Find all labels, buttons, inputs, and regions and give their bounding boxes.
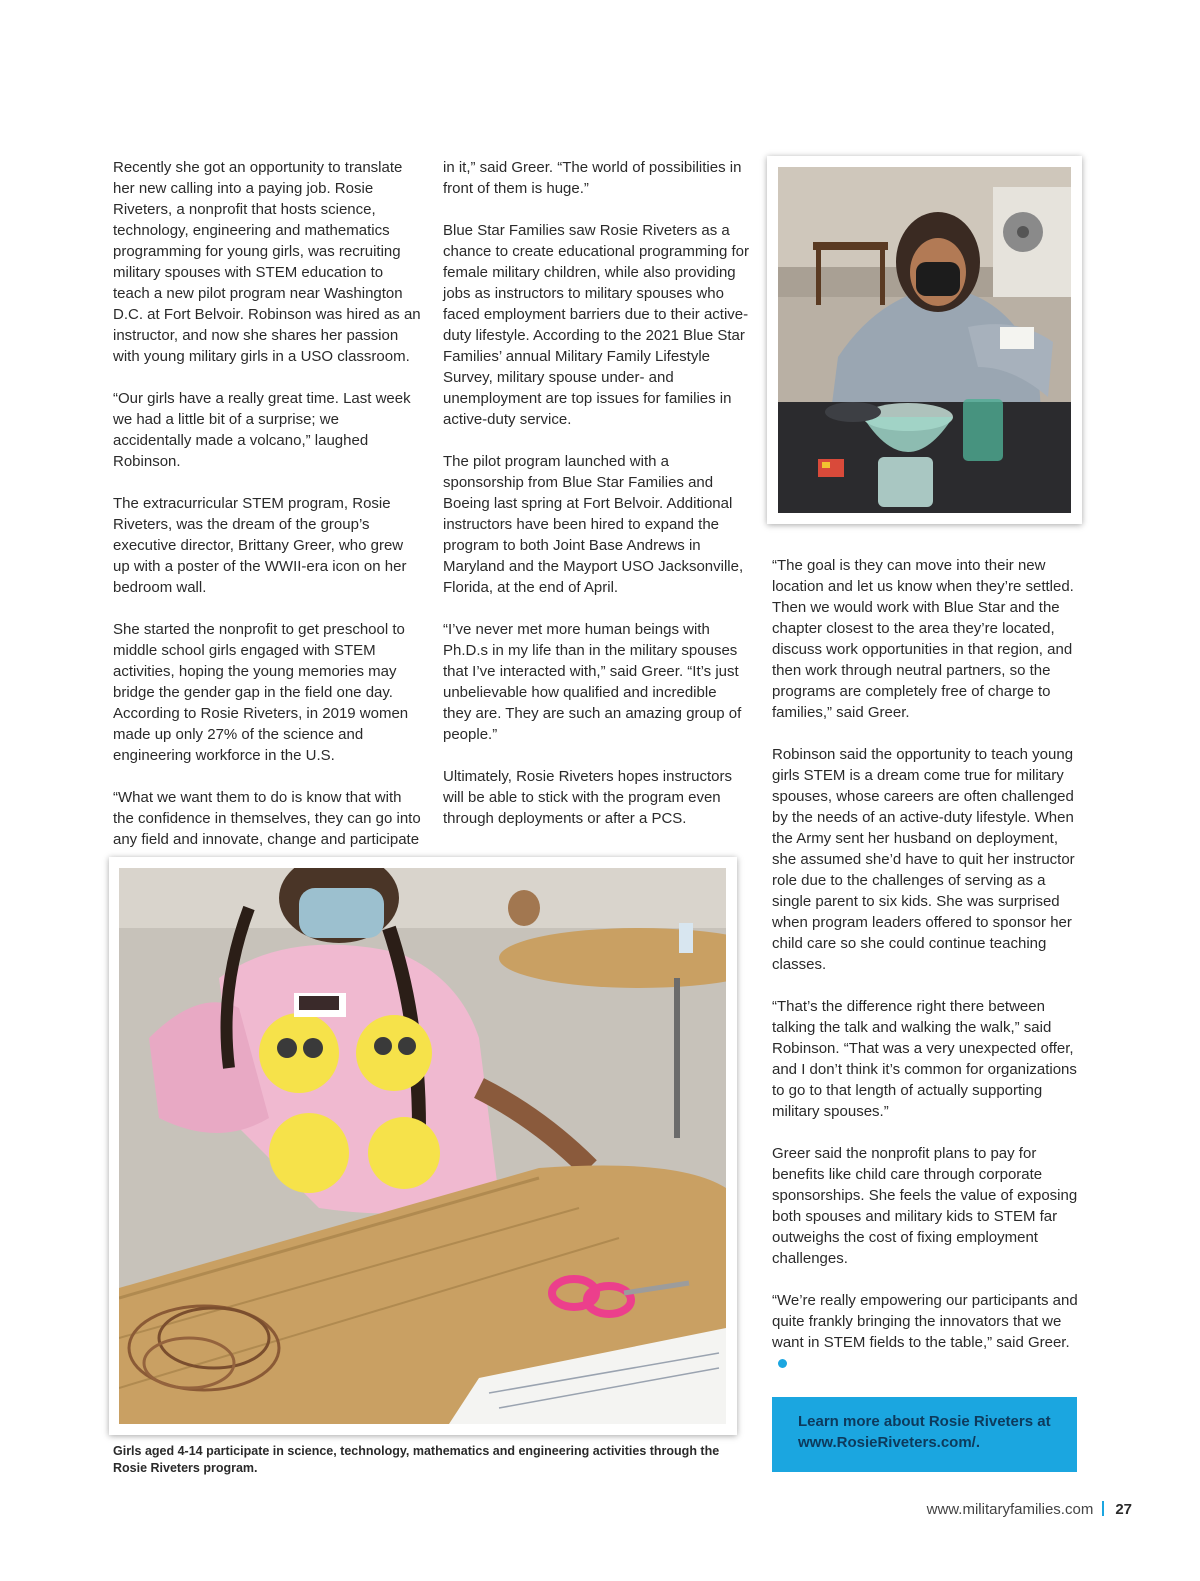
photo-girl-threading-beads <box>109 857 737 1435</box>
paragraph: Robinson said the opportunity to teach young girls STEM is a dream come true for military spouses, whose careers are often challenged by the needs of an active-duty lifestyle. When the Army sent her husband on deployment, she assumed she’d have to quit her instructor role due to the challenges of serving as a single parent to six kids. She was surprised when program leaders offered to sponsor her child care so she could continue teaching classes. <box>772 746 1075 973</box>
paragraph-final <box>772 1290 1080 1374</box>
photo-image <box>119 868 726 1424</box>
paragraph: The pilot program launched with a sponsorship from Blue Star Families and Boeing last spring at Fort Belvoir. Additional instructors have been hired to expand the program to both Joint Base Andrews in Maryland and the Mayport USO Jacksonville, Florida, at the end of April. <box>443 453 744 596</box>
paragraph: “Our girls have a really great time. Last week we had a little bit of a surprise; we accidentally made a volcano,” laughed Robinson. <box>113 390 411 470</box>
article-column-1 <box>113 157 421 871</box>
paragraph: Greer said the nonprofit plans to pay for benefits like child care through corporate sponsorships. She feels the value of exposing both spouses and military kids to STEM far outweighs the cost of fixing employment challenges. <box>772 1145 1078 1267</box>
learn-more-callout <box>772 1397 1077 1472</box>
paragraph: She started the nonprofit to get preschool to middle school girls engaged with STEM activities, hoping the young memories may bridge the gender gap in the field one day. According to Rosie Riveters, in 2019 women made up only 27% of the science and engineering workforce in the U.S. <box>113 621 409 764</box>
end-bullet-icon <box>778 1359 787 1368</box>
paragraph: in it,” said Greer. “The world of possibilities in front of them is huge.” <box>443 159 742 197</box>
page-number: 27 <box>1115 1501 1132 1518</box>
final-paragraph-text: “We’re really empowering our participants and quite frankly bringing the innovators that we want in STEM fields to the table,” said Greer. <box>772 1292 1078 1351</box>
article-column-2 <box>443 157 749 850</box>
paragraph: “I’ve never met more human beings with Ph.D.s in my life than in the military spouses that I’ve interacted with,” said Greer. “It’s just unbelievable how qualified and incredible they are. They are such an amazing group of people.” <box>443 621 742 743</box>
footer-divider <box>1102 1501 1104 1516</box>
paragraph: Blue Star Families saw Rosie Riveters as a chance to create educational programming for female military children, while also providing jobs as instructors to military spouses who faced employment barriers due to their active-duty lifestyle. According to the 2021 Blue Star Families’ annual Military Family Lifestyle Survey, military spouse under- and unemployment are top issues for families in active-duty service. <box>443 222 750 428</box>
paragraph: Recently she got an opportunity to translate her new calling into a paying job. Rosie Riveters, a nonprofit that hosts science, technology, engineering and mathematics programming for young girls, was recruiting military spouses with STEM education to teach a new pilot program near Washington D.C. at Fort Belvoir. Robinson was hired as an instructor, and now she shares her passion with young military girls in a USO classroom. <box>113 159 421 365</box>
callout-text[interactable]: Learn more about Rosie Riveters at www.RosieRiveters.com/. <box>798 1413 1051 1451</box>
footer-website[interactable]: www.militaryfamilies.com <box>926 1501 1094 1518</box>
paragraph: The extracurricular STEM program, Rosie Riveters, was the dream of the group’s executive director, Brittany Greer, who grew up with a poster of the WWII-era icon on her bedroom wall. <box>113 495 407 596</box>
paragraph: “That’s the difference right there between talking the talk and walking the walk,” said Robinson. “That was a very unexpected offer, and I don’t think it’s common for organizations to go to that length of actually supporting military spouses.” <box>772 998 1077 1120</box>
photo-image <box>778 167 1071 513</box>
paragraph: “What we want them to do is know that with the confidence in themselves, they can go into any field and innovate, change and participate <box>113 789 421 848</box>
paragraph: “The goal is they can move into their new location and let us know when they’re settled. Then we would work with Blue Star and the chapter closest to the area they’re located, discuss work opportunities in that region, and then work through neutral partners, so the programs are completely free of charge to families,” said Greer. <box>772 557 1074 721</box>
paragraph: Ultimately, Rosie Riveters hopes instructors will be able to stick with the program even through deployments or after a PCS. <box>443 768 732 827</box>
article-column-3 <box>772 555 1080 1395</box>
page-footer <box>927 1500 1132 1520</box>
photo-girl-with-beakers <box>767 156 1082 524</box>
photo-caption: Girls aged 4-14 participate in science, technology, mathematics and engineering activities through the Rosie Riveters program. <box>113 1444 720 1475</box>
